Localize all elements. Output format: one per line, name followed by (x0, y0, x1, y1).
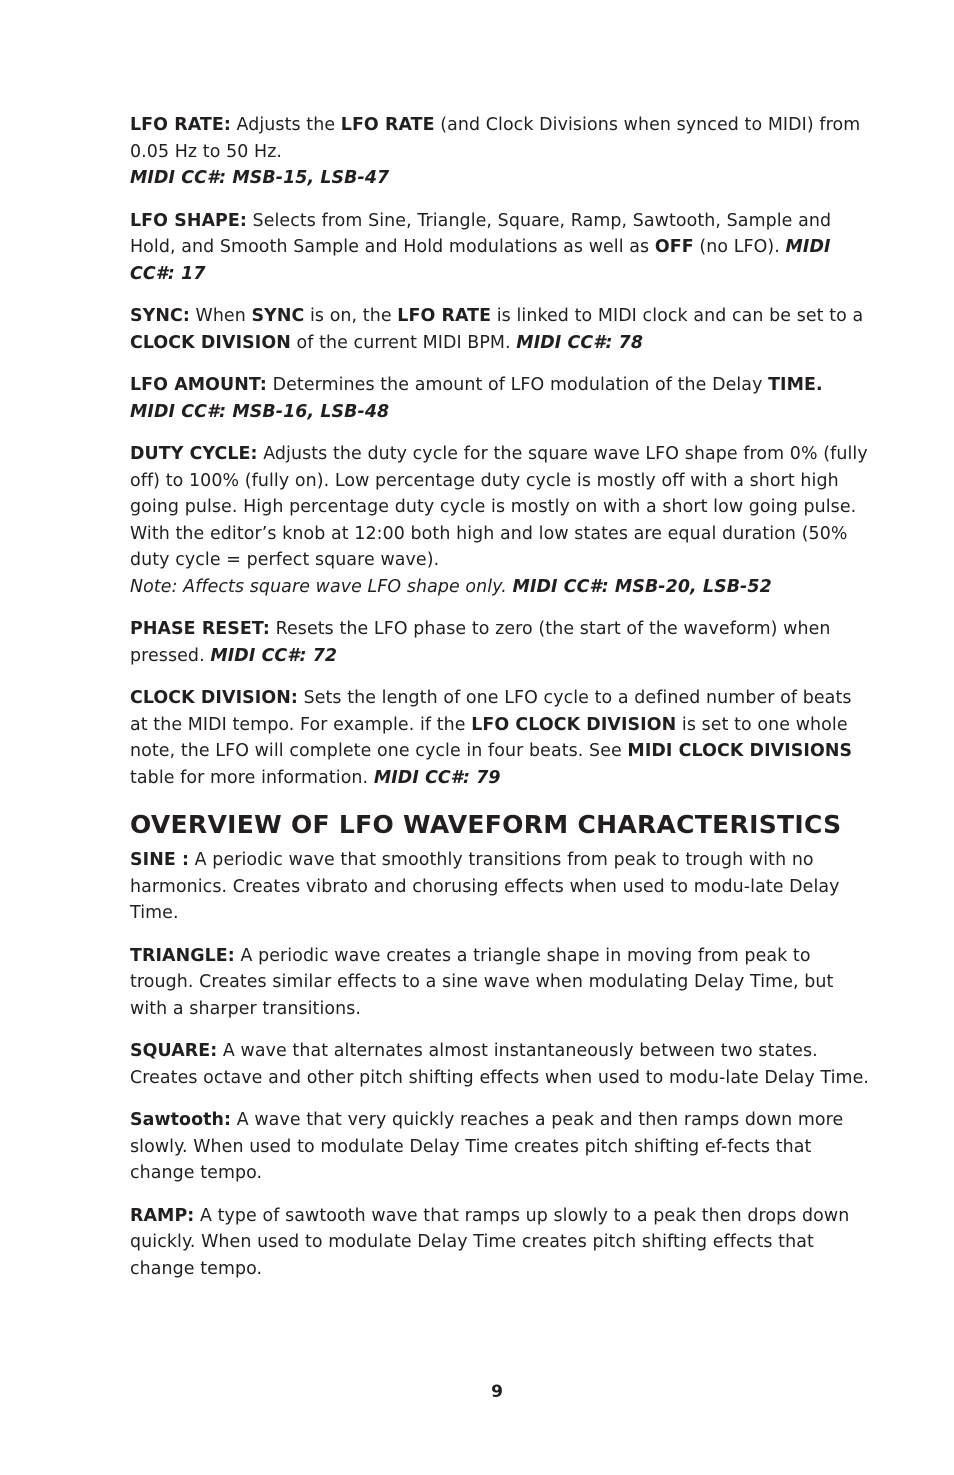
param-paragraph (130, 303, 870, 356)
midi-cc-label: MIDI CC#: 79 (373, 767, 501, 788)
midi-cc-label: MIDI CC#: 72 (210, 645, 338, 666)
midi-cc-label: MIDI CC#: MSB-20, LSB-52 (512, 576, 772, 597)
bold-term: OFF (654, 237, 694, 257)
param-paragraph (130, 112, 870, 192)
body-text: is on, the (304, 306, 398, 326)
body-text: A periodic wave creates a triangle shape in moving from peak to trough. Creates similar effects to a sine wave when modulating Delay Time, but with a sharper transitions. (130, 945, 834, 1019)
body-text: A periodic wave that smoothly transitions from peak to trough with no harmonics. Creates vibrato and chorusing effects when used to modu-late Delay Time. (130, 850, 840, 923)
param-term: PHASE RESET: (130, 619, 270, 639)
body-text: is linked to MIDI clock and can be set to a (491, 306, 864, 326)
param-paragraph (130, 616, 870, 669)
waveform-term: TRIANGLE: (130, 945, 235, 966)
param-term: SYNC: (130, 306, 190, 326)
waveform-list (130, 847, 870, 1282)
param-paragraph (130, 208, 870, 288)
waveform-paragraph (130, 1203, 870, 1283)
note-text: Note: Affects square wave LFO shape only. (130, 576, 507, 597)
body-text: Adjusts the (230, 115, 341, 135)
body-text: is set to one whole note, the LFO will complete one cycle in four beats. See (130, 714, 848, 761)
bold-term: MIDI CLOCK DIVISIONS (627, 741, 853, 761)
body-text: A type of sawtooth wave that ramps up slowly to a peak then drops down quickly. When used to modulate Delay Time creates pitch shifting effects that change tempo. (130, 1205, 850, 1279)
body-text: A wave that very quickly reaches a peak and then ramps down more slowly. When used to modulate Delay Time creates pitch shifting ef-fects that change tempo. (130, 1110, 844, 1183)
waveform-term: SQUARE: (130, 1041, 218, 1061)
waveform-term: Sawtooth: (130, 1110, 232, 1130)
page-number: 9 (491, 1382, 503, 1402)
bold-term: CLOCK DIVISION (130, 332, 291, 353)
waveform-paragraph (130, 1107, 870, 1187)
body-text: Determines the amount of LFO modulation of the Delay (267, 375, 769, 395)
body-text: Adjusts the duty cycle for the square wave LFO shape from 0% (fully off) to 100% (fully on). Low percentage duty cycle is mostly off with a short high going pulse. High percentage duty cycle is mostly on with a short low going pulse. With the editor’s knob at 12:00 both high and low states are equal duration (50% duty cycle = perfect square wave). (130, 444, 868, 570)
bold-term: SYNC (251, 306, 305, 326)
param-term: LFO SHAPE: (130, 210, 247, 231)
param-term: LFO AMOUNT: (130, 375, 267, 395)
waveform-term: RAMP: (130, 1205, 195, 1226)
midi-cc-label: MIDI CC#: MSB-15, LSB-47 (130, 168, 390, 188)
parameter-list (130, 112, 870, 791)
bold-term: LFO CLOCK DIVISION (471, 714, 677, 735)
body-text: Selects from Sine, Triangle, Square, Ramp, Sawtooth, Sample and Hold, and Smooth Sample and Hold modulations as well as (130, 210, 832, 257)
waveform-term: SINE : (130, 850, 190, 870)
midi-cc-label: MIDI CC#: MSB-16, LSB-48 (130, 401, 390, 422)
body-text: (no LFO). (693, 237, 786, 257)
body-text: (and Clock Divisions when synced to MIDI) from 0.05 Hz to 50 Hz. (130, 115, 861, 162)
body-text: of the current MIDI BPM. (290, 332, 517, 353)
param-paragraph (130, 685, 870, 791)
param-term: CLOCK DIVISION: (130, 688, 298, 708)
waveform-paragraph (130, 943, 870, 1023)
bold-term: LFO RATE (397, 306, 492, 326)
bold-term: TIME. (768, 375, 823, 395)
param-term: DUTY CYCLE: (130, 444, 258, 464)
midi-cc-label: MIDI CC#: 78 (516, 332, 644, 353)
body-text: Sets the length of one LFO cycle to a defined number of beats at the MIDI tempo. For example. if the (130, 688, 852, 735)
bold-term: LFO RATE (340, 115, 435, 135)
waveform-paragraph (130, 1038, 870, 1091)
param-term: LFO RATE: (130, 115, 231, 135)
midi-cc-label: MIDI CC#: 17 (130, 237, 831, 284)
body-text: A wave that alternates almost instantaneously between two states. Creates octave and other pitch shifting effects when used to modu-late Delay Time. (130, 1041, 870, 1088)
body-text: Resets the LFO phase to zero (the start of the waveform) when pressed. (130, 619, 831, 666)
param-paragraph (130, 441, 870, 600)
body-text: table for more information. (130, 767, 374, 788)
manual-page (130, 112, 870, 1298)
waveform-paragraph (130, 847, 870, 927)
body-text: When (189, 306, 252, 326)
section-heading: OVERVIEW OF LFO WAVEFORM CHARACTERISTICS (130, 810, 842, 839)
param-paragraph (130, 372, 870, 425)
